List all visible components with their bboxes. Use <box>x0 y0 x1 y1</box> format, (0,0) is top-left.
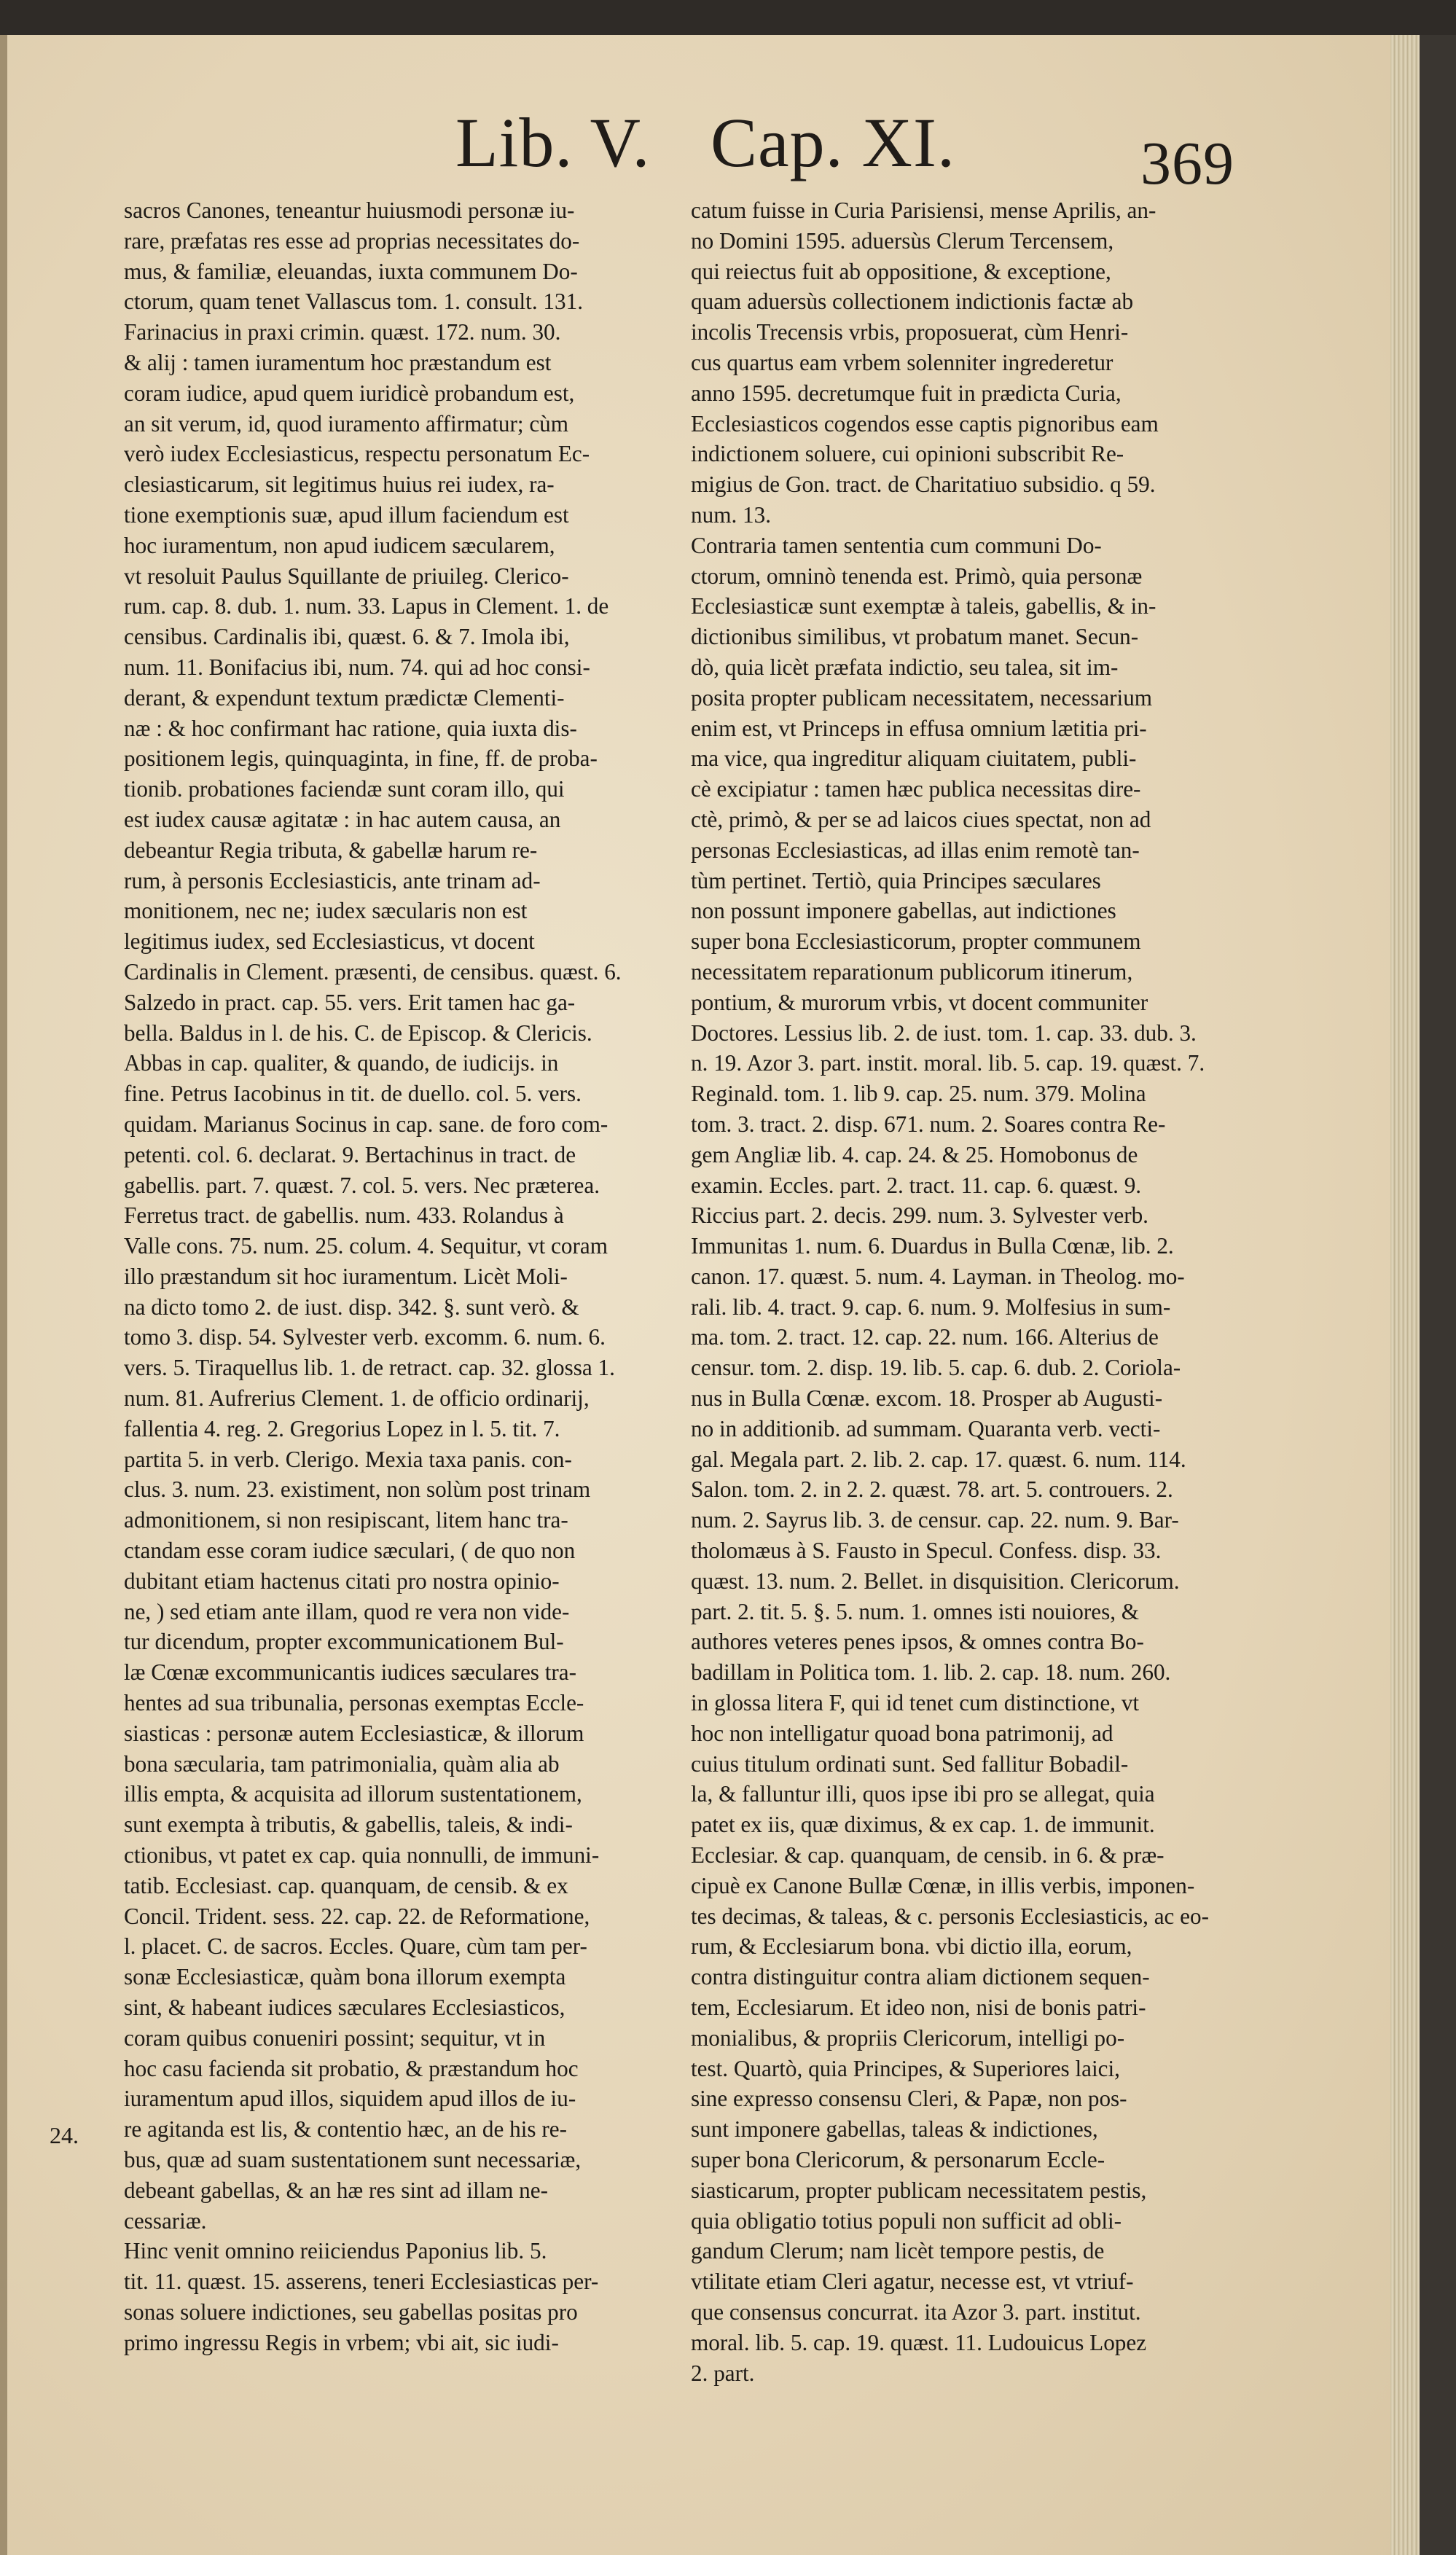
text-line: super bona Clericorum, & personarum Eccle- <box>691 2147 1105 2172</box>
text-line: sunt imponere gabellas, taleas & indictiones, <box>691 2116 1098 2143</box>
text-line: monitionem, nec ne; iudex sæcularis non est <box>124 898 528 924</box>
text-line: bus, quæ ad suam sustentationem sunt necessariæ, <box>124 2147 582 2172</box>
text-line: debeant gabellas, & an hæ res sint ad illam ne- <box>124 2177 548 2203</box>
text-line: illis empta, & acquisita ad illorum sustentationem, <box>124 1781 582 1807</box>
text-line: admonitionem, si non resipiscant, litem hanc tra- <box>124 1507 568 1533</box>
text-line: primo ingressu Regis in vrbem; vbi ait, sic iudi- <box>124 2329 559 2355</box>
text-line: examin. Eccles. part. 2. tract. 11. cap. 6. quæst. 9. <box>691 1172 1142 1198</box>
text-line: migius de Gon. tract. de Charitatiuo subsidio. q 59. <box>691 472 1156 498</box>
text-line: posita propter publicam necessitatem, necessarium <box>691 684 1153 711</box>
page-left-rim <box>0 35 7 2555</box>
text-line: pontium, & murorum vrbis, vt docent communiter <box>691 989 1148 1015</box>
text-line: derant, & expendunt textum prædictæ Clementi- <box>124 684 565 711</box>
text-line: ctorum, omninò tenenda est. Primò, quia personæ <box>691 563 1143 589</box>
book-fore-edge <box>1390 0 1420 2555</box>
text-line: siasticarum, propter publicam necessitatem pestis, <box>691 2177 1147 2203</box>
text-line: part. 2. tit. 5. §. 5. num. 1. omnes isti nouiores, & <box>691 1598 1140 1624</box>
text-line: tione exemptionis suæ, apud illum faciendum est <box>124 501 569 528</box>
text-line: authores veteres penes ipsos, & omnes contra Bo- <box>691 1629 1144 1655</box>
text-line: num. 81. Aufrerius Clement. 1. de officio ordinarij, <box>124 1385 590 1412</box>
text-line: quia obligatio totius populi non sufficit ad obli- <box>691 2207 1122 2234</box>
running-head-chapter: Cap. XI. <box>711 103 955 181</box>
text-line: verò iudex Ecclesiasticus, respectu personatum Ec- <box>124 441 590 467</box>
text-line: Cardinalis in Clement. præsenti, de censibus. quæst. 6. <box>124 958 622 985</box>
text-line: Ecclesiasticos cogendos esse captis pignoribus eam <box>691 410 1159 437</box>
text-line: que consensus concurrat. ita Azor 3. part. institut. <box>691 2298 1141 2325</box>
text-line: ctionibus, vt patet ex cap. quia nonnulli, de immuni- <box>124 1842 600 1869</box>
text-line: monialibus, & propriis Clericorum, intelligi po- <box>691 2024 1125 2051</box>
text-line: sint, & habeant iudices sæculares Ecclesiasticos, <box>124 1995 565 2021</box>
text-line: Salon. tom. 2. in 2. 2. quæst. 78. art. 5. controuers. 2. <box>691 1476 1173 1503</box>
text-line: tùm pertinet. Tertiò, quia Principes sæculares <box>691 867 1101 893</box>
text-line: vtilitate etiam Cleri agatur, necesse est, vt vtriuf- <box>691 2269 1134 2295</box>
text-line: anno 1595. decretumque fuit in prædicta Curia, <box>691 380 1122 406</box>
text-line: sonas soluere indictiones, seu gabellas positas pro <box>124 2298 578 2325</box>
text-line: censibus. Cardinalis ibi, quæst. 6. & 7. Imola ibi, <box>124 624 570 650</box>
text-line: vers. 5. Tiraquellus lib. 1. de retract. cap. 32. glossa 1. <box>124 1355 615 1381</box>
text-line: gal. Megala part. 2. lib. 2. cap. 17. quæst. 6. num. 114. <box>691 1446 1186 1472</box>
text-line: gandum Clerum; nam licèt tempore pestis, de <box>691 2238 1105 2264</box>
text-line: Concil. Trident. sess. 22. cap. 22. de Reformatione, <box>124 1903 590 1929</box>
text-line: quam aduersùs collectionem indictionis factæ ab <box>691 289 1134 315</box>
text-line: coram quibus conueniri possint; sequitur, vt in <box>124 2024 546 2051</box>
text-line: qui reiectus fuit ab oppositione, & exceptione, <box>691 258 1111 284</box>
text-line: moral. lib. 5. cap. 19. quæst. 11. Ludouicus Lopez <box>691 2329 1147 2355</box>
text-line: Doctores. Lessius lib. 2. de iust. tom. 1. cap. 33. dub. 3. <box>691 1020 1197 1046</box>
text-line: num. 13. <box>691 501 772 528</box>
text-line: & alij : tamen iuramentum hoc præstandum est <box>124 349 552 375</box>
margin-paragraph-number: 24. <box>50 2122 79 2148</box>
text-line: mus, & familiæ, eleuandas, iuxta communem Do- <box>124 258 578 284</box>
text-line: hentes ad sua tribunalia, personas exemptas Eccle- <box>124 1690 584 1716</box>
text-line: in glossa litera F, qui id tenet cum distinctione, vt <box>691 1690 1140 1716</box>
text-line: tit. 11. quæst. 15. asserens, teneri Ecclesiasticas per- <box>124 2269 599 2295</box>
text-line: la, & falluntur illi, quos ipse ibi pro se allegat, quia <box>691 1781 1155 1807</box>
text-line: bona sæcularia, tam patrimonialia, quàm alia ab <box>124 1750 560 1777</box>
text-line: dictionibus similibus, vt probatum manet. Secun- <box>691 624 1139 650</box>
text-line: cuius titulum ordinati sunt. Sed fallitur Bobadil- <box>691 1750 1129 1777</box>
text-line: incolis Trecensis vrbis, proposuerat, cùm Henri- <box>691 319 1129 345</box>
text-line: rare, præfatas res esse ad proprias necessitates do- <box>124 227 580 254</box>
text-line: necessitatem reparationum publicorum itinerum, <box>691 958 1133 985</box>
scan-background-top <box>0 0 1456 35</box>
text-line: dò, quia licèt præfata indictio, seu talea, sit im- <box>691 654 1119 680</box>
text-line: non possunt imponere gabellas, aut indictiones <box>691 898 1116 924</box>
text-line: nus in Bulla Cœnæ. excom. 18. Prosper ab Augusti- <box>691 1385 1163 1412</box>
text-line: na dicto tomo 2. de iust. disp. 342. §. sunt verò. & <box>124 1294 579 1320</box>
text-line: petenti. col. 6. declarat. 9. Bertachinus in tract. de <box>124 1141 576 1167</box>
text-line: sacros Canones, teneantur huiusmodi personæ iu- <box>124 197 575 223</box>
text-line: coram iudice, apud quem iuridicè probandum est, <box>124 380 575 406</box>
text-line: illo præstandum sit hoc iuramentum. Licèt Moli- <box>124 1263 568 1289</box>
text-line: Ecclesiasticæ sunt exemptæ à taleis, gabellis, & in- <box>691 593 1156 619</box>
text-line: Immunitas 1. num. 6. Duardus in Bulla Cœnæ, lib. 2. <box>691 1233 1174 1259</box>
text-line: 2. part. <box>691 2360 755 2386</box>
text-line: Ferretus tract. de gabellis. num. 433. Rolandus à <box>124 1202 564 1229</box>
text-line: rum, & Ecclesiarum bona. vbi dictio illa, eorum, <box>691 1933 1132 1960</box>
text-line: tholomæus à S. Fausto in Specul. Confess. disp. 33. <box>691 1538 1162 1564</box>
text-line: gem Angliæ lib. 4. cap. 24. & 25. Homobonus de <box>691 1141 1138 1167</box>
text-line: Contraria tamen sententia cum communi Do- <box>691 532 1102 558</box>
text-line: clesiasticarum, sit legitimus huius rei iudex, ra- <box>124 472 555 498</box>
text-line: ctandam esse coram iudice sæculari, ( de quo non <box>124 1538 576 1564</box>
text-line: cessariæ. <box>124 2207 207 2234</box>
text-line: canon. 17. quæst. 5. num. 4. Layman. in Theolog. mo- <box>691 1263 1185 1289</box>
text-line: cè excipiatur : tamen hæc publica necessitas dire- <box>691 776 1141 802</box>
text-line: cipuè ex Canone Bullæ Cœnæ, in illis verbis, imponen- <box>691 1872 1195 1898</box>
text-line: legitimus iudex, sed Ecclesiasticus, vt docent <box>124 928 535 955</box>
text-line: num. 11. Bonifacius ibi, num. 74. qui ad hoc consi- <box>124 654 590 680</box>
text-line: super bona Ecclesiasticorum, propter communem <box>691 928 1141 955</box>
text-line: Abbas in cap. qualiter, & quando, de iudicijs. in <box>124 1050 559 1076</box>
text-line: Hinc venit omnino reiiciendus Paponius lib. 5. <box>124 2238 547 2264</box>
text-line: l. placet. C. de sacros. Eccles. Quare, cùm tam per- <box>124 1933 587 1960</box>
text-line: rum, à personis Ecclesiasticis, ante trinam ad- <box>124 867 541 893</box>
text-line: contra distinguitur contra aliam dictionem sequen- <box>691 1964 1150 1990</box>
text-line: debeantur Regia tributa, & gabellæ harum re- <box>124 837 538 863</box>
text-line: tur dicendum, propter excommunicationem Bul- <box>124 1629 564 1655</box>
text-line: test. Quartò, quia Principes, & Superiores laici, <box>691 2055 1120 2081</box>
text-line: personas Ecclesiasticas, ad illas enim remotè tan- <box>691 837 1140 863</box>
text-line: no in additionib. ad summam. Quaranta verb. vecti- <box>691 1415 1161 1441</box>
text-line: num. 2. Sayrus lib. 3. de censur. cap. 22. num. 9. Bar- <box>691 1507 1179 1533</box>
text-line: læ Cœnæ excommunicantis iudices sæculares tra- <box>124 1659 577 1686</box>
text-line: Reginald. tom. 1. lib 9. cap. 25. num. 379. Molina <box>691 1081 1146 1107</box>
text-line: fine. Petrus Iacobinus in tit. de duello. col. 5. vers. <box>124 1081 582 1107</box>
text-line: indictionem soluere, cui opinioni subscribit Re- <box>691 441 1124 467</box>
running-head-book: Lib. V. <box>455 103 651 181</box>
text-line: tem, Ecclesiarum. Et ideo non, nisi de bonis patri- <box>691 1995 1146 2021</box>
text-line: clus. 3. num. 23. existiment, non solùm post trinam <box>124 1476 591 1503</box>
right-text-column <box>691 195 1274 2386</box>
text-line: ma vice, qua ingreditur aliquam ciuitatem, publi- <box>691 746 1137 772</box>
text-line: sine expresso consensu Cleri, & Papæ, non pos- <box>691 2086 1127 2112</box>
text-line: censur. tom. 2. disp. 19. lib. 5. cap. 6. dub. 2. Coriola- <box>691 1355 1181 1381</box>
text-line: hoc casu facienda sit probatio, & præstandum hoc <box>124 2055 579 2081</box>
text-line: hoc iuramentum, non apud iudicem sæcularem, <box>124 532 555 558</box>
text-line: tionib. probationes faciendæ sunt coram illo, qui <box>124 776 565 802</box>
text-line: quidam. Marianus Socinus in cap. sane. de foro com- <box>124 1111 608 1137</box>
text-line: fallentia 4. reg. 2. Gregorius Lopez in l. 5. tit. 7. <box>124 1415 560 1441</box>
text-line: rali. lib. 4. tract. 9. cap. 6. num. 9. Molfesius in sum- <box>691 1294 1171 1320</box>
text-line: ctè, primò, & per se ad laicos ciues spectat, non ad <box>691 806 1151 832</box>
text-line: n. 19. Azor 3. part. instit. moral. lib. 5. cap. 19. quæst. 7. <box>691 1050 1205 1076</box>
left-text-column <box>124 195 700 2355</box>
text-line: siasticas : personæ autem Ecclesiasticæ, & illorum <box>124 1720 584 1746</box>
text-line: positionem legis, quinquaginta, in fine, ff. de proba- <box>124 746 598 772</box>
text-line: partita 5. in verb. Clerigo. Mexia taxa panis. con- <box>124 1446 572 1472</box>
text-line: no Domini 1595. aduersùs Clerum Tercensem, <box>691 227 1114 254</box>
text-line: tomo 3. disp. 54. Sylvester verb. excomm. 6. num. 6. <box>124 1324 606 1350</box>
text-line: vt resoluit Paulus Squillante de priuileg. Clerico- <box>124 563 569 589</box>
text-line: badillam in Politica tom. 1. lib. 2. cap. 18. num. 260. <box>691 1659 1171 1686</box>
text-line: ma. tom. 2. tract. 12. cap. 22. num. 166. Alterius de <box>691 1324 1159 1350</box>
text-line: rum. cap. 8. dub. 1. num. 33. Lapus in Clement. 1. de <box>124 593 609 619</box>
page-number: 369 <box>1140 130 1234 197</box>
text-line: tatib. Ecclesiast. cap. quanquam, de censib. & ex <box>124 1872 568 1898</box>
text-line: Salzedo in pract. cap. 55. vers. Erit tamen hac ga- <box>124 989 576 1015</box>
text-line: gabellis. part. 7. quæst. 7. col. 5. vers. Nec præterea. <box>124 1172 600 1198</box>
running-head <box>0 102 1414 204</box>
text-line: an sit verum, id, quod iuramento affirmatur; cùm <box>124 410 569 437</box>
text-line: iuramentum apud illos, siquidem apud illos de iu- <box>124 2086 576 2112</box>
text-line: Farinacius in praxi crimin. quæst. 172. num. 30. <box>124 319 561 345</box>
text-line: tom. 3. tract. 2. disp. 671. num. 2. Soares contra Re- <box>691 1111 1166 1137</box>
text-line: Ecclesiar. & cap. quanquam, de censib. in 6. & præ- <box>691 1842 1165 1869</box>
text-line: Riccius part. 2. decis. 299. num. 3. Sylvester verb. <box>691 1202 1148 1229</box>
text-line: ctorum, quam tenet Vallascus tom. 1. consult. 131. <box>124 289 584 315</box>
text-line: patet ex iis, quæ diximus, & ex cap. 1. de immunit. <box>691 1812 1155 1838</box>
text-line: ne, ) sed etiam ante illam, quod re vera non vide- <box>124 1598 570 1624</box>
text-line: sunt exempta à tributis, & gabellis, taleis, & indi- <box>124 1812 573 1838</box>
text-line: dubitant etiam hactenus citati pro nostra opinio- <box>124 1568 560 1594</box>
text-line: est iudex causæ agitatæ : in hac autem causa, an <box>124 806 561 832</box>
text-line: catum fuisse in Curia Parisiensi, mense Aprilis, an- <box>691 197 1156 223</box>
text-line: enim est, vt Princeps in effusa omnium lætitia pri- <box>691 715 1147 741</box>
text-line: bella. Baldus in l. de his. C. de Episcop. & Clericis. <box>124 1020 592 1046</box>
text-line: sonæ Ecclesiasticæ, quàm bona illorum exempta <box>124 1964 566 1990</box>
text-line: Valle cons. 75. num. 25. colum. 4. Sequitur, vt coram <box>124 1233 608 1259</box>
text-line: næ : & hoc confirmant hac ratione, quia iuxta dis- <box>124 715 577 741</box>
text-line: re agitanda est lis, & contentio hæc, an de his re- <box>124 2116 567 2143</box>
text-line: cus quartus eam vrbem solenniter ingrederetur <box>691 349 1113 375</box>
text-line: hoc non intelligatur quoad bona patrimonij, ad <box>691 1720 1113 1746</box>
text-line: tes decimas, & taleas, & c. personis Ecclesiasticis, ac eo- <box>691 1903 1209 1929</box>
text-line: quæst. 13. num. 2. Bellet. in disquisition. Clericorum. <box>691 1568 1180 1594</box>
